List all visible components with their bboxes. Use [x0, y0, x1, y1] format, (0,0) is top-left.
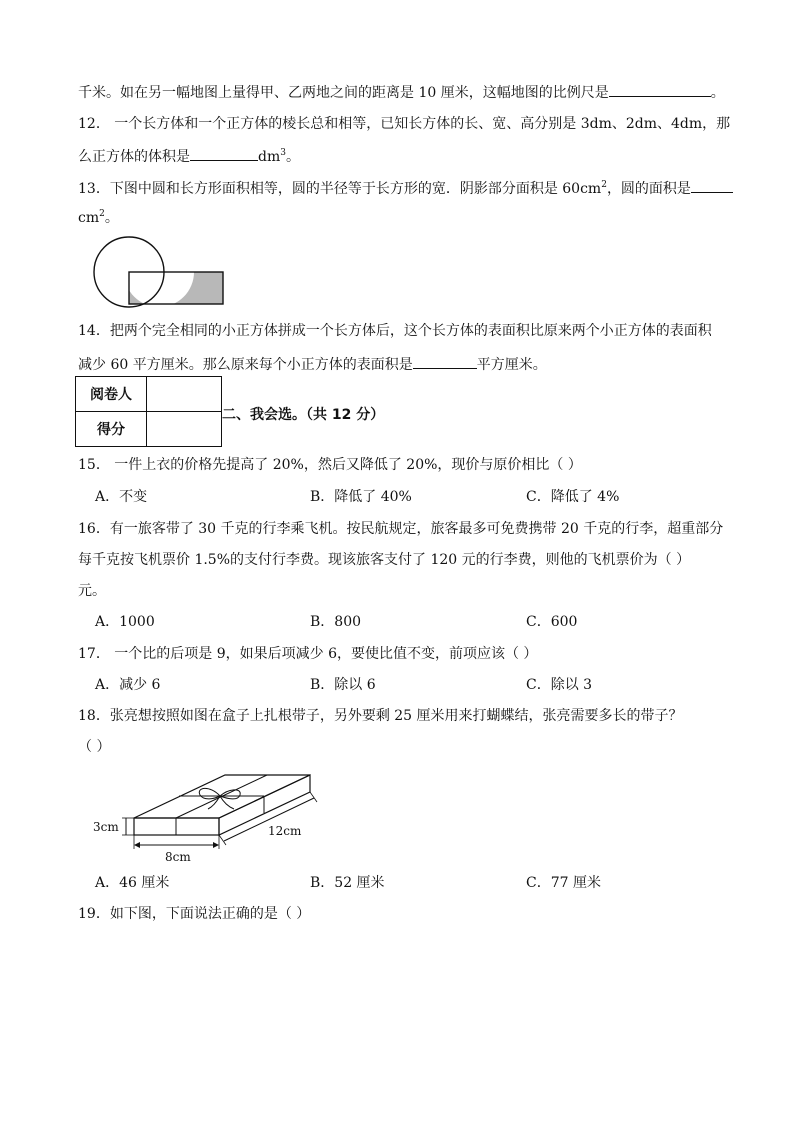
section-heading: 二、我会选。（共 12 分）	[222, 407, 385, 423]
q16-line3: 元。	[78, 583, 106, 599]
q17-stem: 17． 一个比的后项是 9，如果后项减少 6，要使比值不变，前项应该（ ）	[78, 646, 538, 662]
q17-option-a[interactable]: A．减少 6	[95, 677, 161, 693]
q18-option-c[interactable]: C．77 厘米	[526, 875, 601, 891]
q12-unit-sup: 3	[280, 148, 286, 158]
q14-end: 平方厘米。	[476, 357, 547, 373]
q16-option-a[interactable]: A．1000	[95, 614, 155, 630]
dim-width-label: 8cm	[165, 850, 191, 864]
arrow-right-icon	[213, 842, 219, 848]
dim-line	[310, 792, 317, 802]
q13-text-b: ，圆的面积是	[606, 181, 691, 197]
q15-option-a[interactable]: A．不变	[95, 489, 148, 505]
q11-text: 千米。如在另一幅地图上量得甲、乙两地之间的距离是 10 厘米，这幅地图的比例尺是	[78, 85, 609, 101]
q18-option-a[interactable]: A．46 厘米	[95, 875, 170, 891]
reviewer-label: 阅卷人	[76, 377, 147, 412]
q17-option-b[interactable]: B．除以 6	[310, 677, 376, 693]
q12-line2	[78, 146, 300, 166]
score-box	[75, 376, 222, 447]
bow-icon	[199, 788, 240, 809]
q13-answer-blank[interactable]	[691, 178, 733, 193]
q12-text: 么正方体的体积是	[78, 149, 190, 165]
q18-stem: 18．张亮想按照如图在盒子上扎根带子，另外要剩 25 厘米用来打蝴蝶结，张亮需要多长的带子？	[78, 708, 683, 724]
q19-stem: 19．如下图，下面说法正确的是（ ）	[78, 906, 311, 922]
q11-tail-line	[78, 82, 725, 102]
q12-unit: dm	[258, 149, 281, 165]
q13-line2	[78, 209, 119, 227]
q12-line1: 12． 一个长方体和一个正方体的棱长总和相等，已知长方体的长、宽、高分别是 3dm、2dm、4dm，那	[78, 116, 731, 132]
q16-option-b[interactable]: B．800	[310, 614, 362, 630]
dim-height-label: 3cm	[93, 820, 119, 834]
q13-circle-rectangle-figure	[92, 238, 232, 318]
q15-stem: 15． 一件上衣的价格先提高了 20%，然后又降低了 20%，现价与原价相比（ ）	[78, 457, 582, 473]
q15-option-c[interactable]: C．降低了 4%	[526, 489, 620, 505]
q14-answer-blank[interactable]	[413, 354, 477, 369]
q13-unit: cm	[78, 210, 100, 226]
reviewer-field[interactable]	[147, 377, 222, 412]
score-field[interactable]	[147, 412, 222, 447]
q16-line1: 16．有一旅客带了 30 千克的行李乘飞机。按民航规定，旅客最多可免费携带 20 千克的行李，超重部分	[78, 521, 724, 537]
q14-line1: 14．把两个完全相同的小正方体拼成一个长方体后，这个长方体的表面积比原来两个小正方体的表面积	[78, 323, 712, 339]
q13-sup-a: 2	[601, 180, 607, 190]
q13-unit-sup: 2	[99, 209, 105, 219]
arrow-left-icon	[134, 842, 140, 848]
q18-paren: （ ）	[78, 739, 111, 755]
q11-answer-blank[interactable]	[609, 82, 711, 97]
q12-answer-blank[interactable]	[190, 146, 258, 161]
dim-length-label: 12cm	[268, 824, 302, 838]
q14-line2	[78, 354, 547, 374]
score-label: 得分	[76, 412, 147, 447]
q13-end: 。	[104, 210, 119, 226]
q13-line1	[78, 178, 733, 198]
q13-text-a: 13．下图中圆和长方形面积相等，圆的半径等于长方形的宽．阴影部分面积是 60cm	[78, 181, 602, 197]
q18-option-b[interactable]: B．52 厘米	[310, 875, 385, 891]
q16-line2: 每千克按飞机票价 1.5%的支付行李费。现该旅客支付了 120 元的行李费，则他的飞机票价为（ ）	[78, 552, 691, 568]
q11-end: 。	[710, 85, 725, 101]
q15-option-b[interactable]: B．降低了 40%	[310, 489, 412, 505]
q12-end: 。	[285, 149, 300, 165]
shaded-region	[129, 272, 223, 304]
q17-option-c[interactable]: C．除以 3	[526, 677, 593, 693]
q18-box-figure	[92, 765, 342, 870]
q14-text: 减少 60 平方厘米。那么原来每个小正方体的表面积是	[78, 357, 413, 373]
q16-option-c[interactable]: C．600	[526, 614, 578, 630]
